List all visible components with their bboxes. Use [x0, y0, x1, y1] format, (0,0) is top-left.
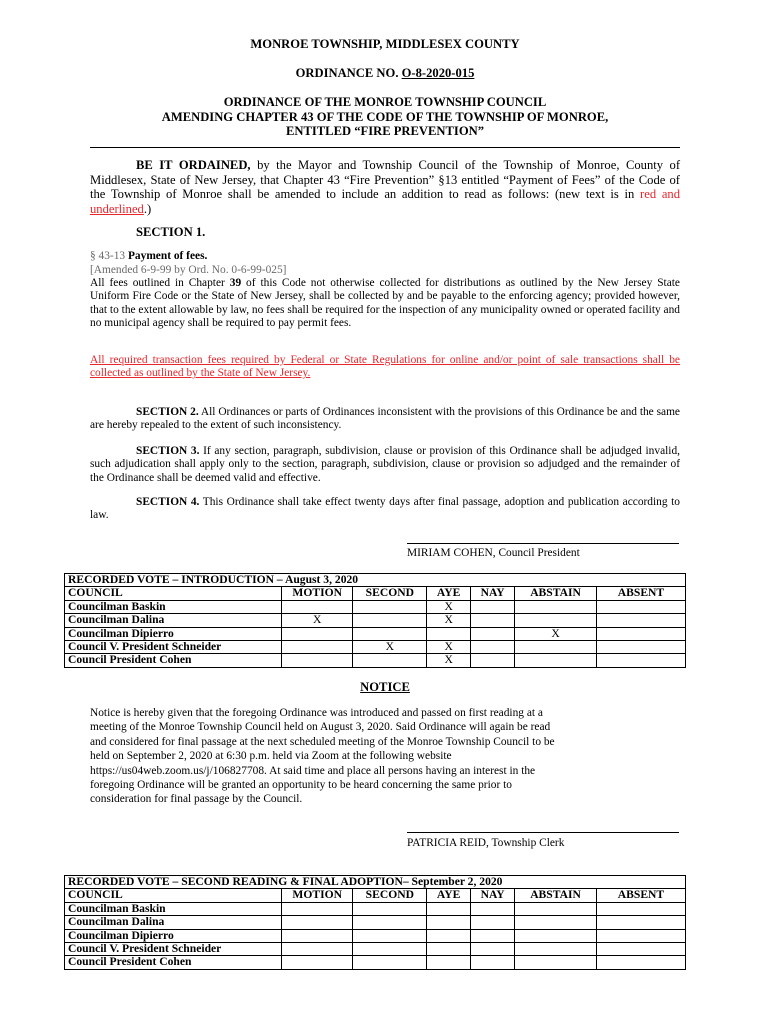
vote-cell-second	[353, 943, 427, 956]
vote-cell-abstain	[515, 943, 597, 956]
vote-cell-nay	[471, 614, 515, 627]
vote-cell-motion	[281, 654, 353, 667]
vote-row	[65, 956, 686, 969]
vote-row	[65, 600, 686, 613]
section4-text: This Ordinance shall take effect twenty days after final passage, adoption and publication according to law.	[90, 496, 680, 522]
vote-column-header: COUNCIL	[65, 587, 282, 600]
vote-cell-absent	[596, 916, 685, 929]
vote-row	[65, 654, 686, 667]
section1-heading: SECTION 1.	[136, 225, 206, 239]
code-title: Payment of fees.	[127, 250, 208, 262]
vote-cell-absent	[596, 614, 685, 627]
vote-row	[65, 916, 686, 929]
ordinance-number-heading	[90, 66, 680, 81]
intro-underlined-text: underlined	[90, 201, 144, 216]
vote-cell-aye	[427, 929, 471, 942]
vote-table-header-row	[65, 889, 686, 902]
signature-line	[407, 832, 679, 833]
council-member-name: Council President Cohen	[65, 654, 282, 667]
vote-cell-motion	[281, 929, 353, 942]
council-member-name: Council V. President Schneider	[65, 943, 282, 956]
ordinance-title-line: ENTITLED “FIRE PREVENTION”	[285, 124, 485, 138]
vote-column-header: ABSTAIN	[515, 889, 597, 902]
vote-row	[65, 943, 686, 956]
vote-cell-abstain	[515, 916, 597, 929]
vote-column-header: SECOND	[353, 587, 427, 600]
vote-cell-nay	[471, 916, 515, 929]
vote-cell-absent	[596, 654, 685, 667]
ordinance-title	[90, 95, 680, 139]
vote-cell-motion	[281, 956, 353, 969]
vote-column-header: AYE	[427, 889, 471, 902]
vote-cell-motion	[281, 641, 353, 654]
notice-line: held on September 2, 2020 at 6:30 p.m. held via Zoom at the following website	[90, 750, 452, 763]
council-member-name: Council V. President Schneider	[65, 641, 282, 654]
vote-cell-absent	[596, 943, 685, 956]
township-heading-text: MONROE TOWNSHIP, MIDDLESEX COUNTY	[250, 37, 520, 51]
code-reference: § 43-13	[90, 250, 128, 262]
vote-row	[65, 902, 686, 915]
notice-line: foregoing Ordinance will be granted an opportunity to be heard concerning the same prior to	[90, 779, 512, 792]
vote-table-title-row	[65, 876, 686, 889]
vote-table-title: RECORDED VOTE – INTRODUCTION – August 3, 2020	[65, 574, 686, 587]
vote-cell-absent	[596, 627, 685, 640]
notice-line: https://us04web.zoom.us/j/106827708. At said time and place all persons having an interest in the	[90, 764, 536, 777]
vote-cell-second: X	[353, 641, 427, 654]
vote-row	[65, 929, 686, 942]
vote-cell-abstain	[515, 956, 597, 969]
ordinance-title-line: AMENDING CHAPTER 43 OF THE CODE OF THE TOWNSHIP OF MONROE,	[161, 109, 609, 124]
notice-line: meeting of the Monroe Township Council held on August 3, 2020. Said Ordinance will again be read	[90, 721, 551, 734]
ordinance-number: O-8-2020-015	[401, 66, 475, 80]
vote-cell-abstain: X	[515, 627, 597, 640]
vote-column-header: NAY	[471, 889, 515, 902]
vote-cell-abstain	[515, 902, 597, 915]
vote-cell-aye: X	[427, 654, 471, 667]
vote-cell-nay	[471, 627, 515, 640]
vote-cell-motion: X	[281, 614, 353, 627]
section2-text: All Ordinances or parts of Ordinances inconsistent with the provisions of this Ordinance be and the same are hereby repealed to the extent of such inconsistency.	[90, 406, 680, 432]
council-member-name: Councilman Baskin	[65, 902, 282, 915]
section1-body-post: of this Code not otherwise collected for distributions as outlined by the New Jersey State Uniform Fire Code or the State of New Jersey, shall be collected by and be payable to the enforcing agency; provided however, that to the extent allowable by law, no fees shall be required for the inspection of any municipality owned or operated facility and no municipal agency shall be required to pay permit fees.	[90, 277, 680, 329]
vote-cell-aye: X	[427, 641, 471, 654]
vote-cell-absent	[596, 902, 685, 915]
vote-cell-aye	[427, 916, 471, 929]
vote-column-header: MOTION	[281, 587, 353, 600]
section1-body	[90, 277, 680, 330]
vote-table-title-row	[65, 574, 686, 587]
vote-cell-second	[353, 600, 427, 613]
intro-red-text: red and	[640, 187, 680, 201]
section1-new-text: All required transaction fees required by Federal or State Regulations for online and/or point of sale transactions shall be collected as outlined by the State of New Jersey.	[90, 354, 680, 380]
signature-clerk: PATRICIA REID, Township Clerk	[407, 837, 565, 849]
vote-column-header: ABSENT	[596, 889, 685, 902]
township-heading	[90, 37, 680, 52]
section4-paragraph	[90, 496, 680, 523]
vote-cell-nay	[471, 641, 515, 654]
vote-cell-motion	[281, 916, 353, 929]
vote-cell-abstain	[515, 614, 597, 627]
vote-cell-motion	[281, 627, 353, 640]
chapter-reference: 39	[229, 277, 242, 289]
vote-cell-aye: X	[427, 614, 471, 627]
vote-column-header: MOTION	[281, 889, 353, 902]
section2-paragraph	[90, 406, 680, 433]
vote-table-header-row	[65, 587, 686, 600]
vote-column-header: NAY	[471, 587, 515, 600]
vote-cell-nay	[471, 956, 515, 969]
vote-cell-nay	[471, 902, 515, 915]
council-member-name: Councilman Baskin	[65, 600, 282, 613]
section1-code-heading	[90, 250, 680, 263]
vote-cell-aye	[427, 943, 471, 956]
signature-line	[407, 543, 679, 544]
vote-cell-abstain	[515, 641, 597, 654]
vote-column-header: SECOND	[353, 889, 427, 902]
notice-line: Notice is hereby given that the foregoing Ordinance was introduced and passed on first reading at a	[90, 707, 543, 719]
vote-cell-abstain	[515, 929, 597, 942]
intro-end: .)	[143, 201, 152, 216]
vote-cell-motion	[281, 600, 353, 613]
council-member-name: Council President Cohen	[65, 956, 282, 969]
vote-cell-second	[353, 916, 427, 929]
header-divider	[90, 147, 680, 148]
vote-column-header: COUNCIL	[65, 889, 282, 902]
vote-cell-second	[353, 902, 427, 915]
vote-cell-nay	[471, 654, 515, 667]
council-member-name: Councilman Dalina	[65, 614, 282, 627]
notice-line: consideration for final passage by the Council.	[90, 793, 303, 806]
intro-text: by the Mayor and Township Council of the Township of Monroe, County of Middlesex, State of New Jersey, that Chapter 43 “Fire Prevention” §13 entitled “Payment of Fees” of the Code of the Township of Monroe shall be amended to include an addition to read as follows: (new text is in	[90, 158, 681, 201]
section2-heading: SECTION 2.	[136, 406, 199, 418]
council-member-name: Councilman Dipierro	[65, 627, 282, 640]
vote-cell-aye	[427, 956, 471, 969]
vote-cell-motion	[281, 902, 353, 915]
vote-cell-aye: X	[427, 600, 471, 613]
vote-cell-absent	[596, 956, 685, 969]
section3-paragraph	[90, 445, 680, 485]
vote-cell-aye	[427, 627, 471, 640]
vote-cell-abstain	[515, 600, 597, 613]
ordinance-number-label: ORDINANCE NO.	[295, 66, 402, 80]
vote-table-final-adoption	[64, 875, 686, 970]
vote-cell-abstain	[515, 654, 597, 667]
vote-cell-nay	[471, 929, 515, 942]
vote-cell-aye	[427, 902, 471, 915]
vote-cell-second	[353, 627, 427, 640]
vote-table-introduction	[64, 573, 686, 668]
signature-president: MIRIAM COHEN, Council President	[407, 547, 580, 559]
notice-line: and considered for final passage at the next scheduled meeting of the Monroe Township Council to be	[90, 735, 555, 748]
vote-cell-nay	[471, 600, 515, 613]
notice-heading: NOTICE	[360, 680, 410, 694]
vote-cell-absent	[596, 641, 685, 654]
vote-column-header: ABSENT	[596, 587, 685, 600]
be-it-ordained-lead: BE IT ORDAINED,	[136, 158, 251, 172]
intro-paragraph	[90, 158, 680, 216]
amended-note: [Amended 6-9-99 by Ord. No. 0-6-99-025]	[90, 264, 287, 276]
vote-cell-second	[353, 614, 427, 627]
vote-cell-second	[353, 929, 427, 942]
section4-heading: SECTION 4.	[136, 496, 200, 508]
section3-heading: SECTION 3.	[136, 445, 200, 457]
vote-row	[65, 627, 686, 640]
vote-cell-second	[353, 654, 427, 667]
vote-table-title: RECORDED VOTE – SECOND READING & FINAL ADOPTION– September 2, 2020	[65, 876, 686, 889]
vote-cell-second	[353, 956, 427, 969]
vote-cell-motion	[281, 943, 353, 956]
ordinance-title-line: ORDINANCE OF THE MONROE TOWNSHIP COUNCIL	[223, 95, 547, 109]
vote-column-header: ABSTAIN	[515, 587, 597, 600]
vote-cell-absent	[596, 600, 685, 613]
vote-column-header: AYE	[427, 587, 471, 600]
vote-row	[65, 641, 686, 654]
notice-body	[90, 706, 690, 807]
vote-cell-nay	[471, 943, 515, 956]
council-member-name: Councilman Dipierro	[65, 929, 282, 942]
section3-text: If any section, paragraph, subdivision, clause or provision of this Ordinance shall be adjudged invalid, such adjudication shall apply only to the section, paragraph, subdivision, clause or provision so adjudged and the remainder of the Ordinance shall be deemed valid and effective.	[90, 445, 680, 484]
vote-row	[65, 614, 686, 627]
council-member-name: Councilman Dalina	[65, 916, 282, 929]
vote-cell-absent	[596, 929, 685, 942]
section1-body-pre: All fees outlined in Chapter	[90, 277, 230, 289]
